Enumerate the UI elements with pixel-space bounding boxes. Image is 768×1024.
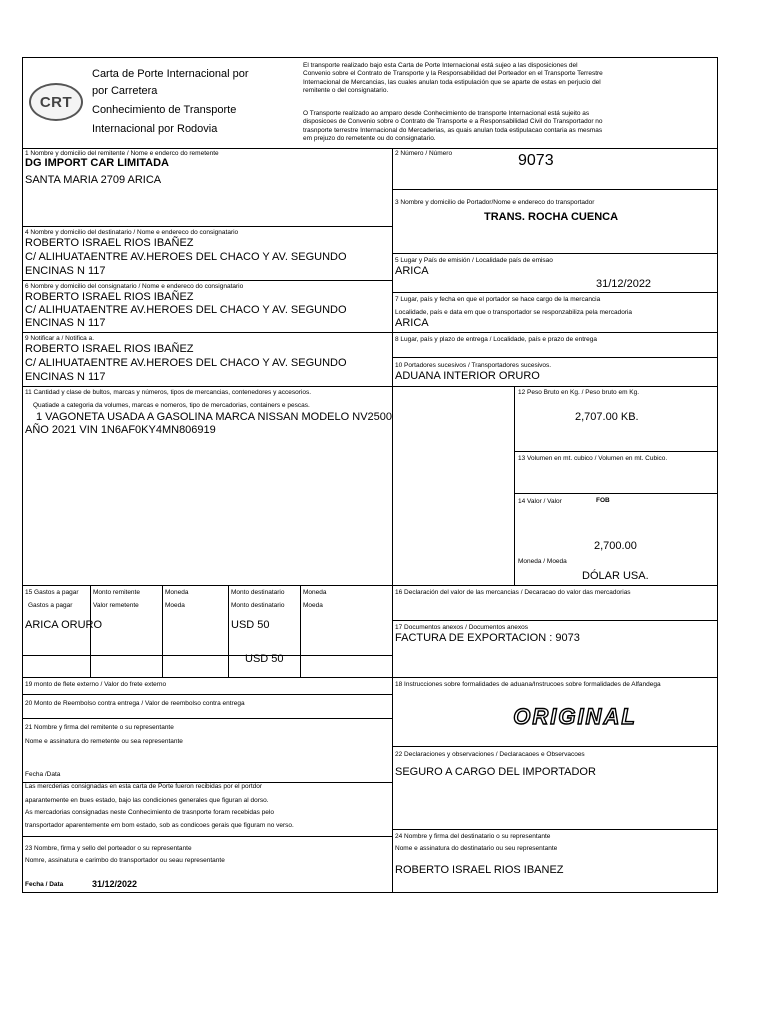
notify-address-2: ENCINAS N 117 bbox=[25, 371, 106, 383]
original-stamp-text: ORIGINAL bbox=[513, 704, 637, 729]
goods-description-2: AÑO 2021 VIN 1N6AF0KY4MN806919 bbox=[25, 424, 216, 436]
receipt-clause-2: aparantemente en bues estado, bajo las condiciones generales que figuran al dorso. bbox=[25, 797, 269, 804]
currency-label: Moneda / Moeda bbox=[518, 558, 567, 565]
observations: SEGURO A CARGO DEL IMPORTADOR bbox=[395, 766, 596, 778]
f15-col-header-1: 15 Gastos a pagar bbox=[25, 589, 79, 596]
f15-col-line-4 bbox=[300, 585, 301, 677]
line-f15-row1 bbox=[22, 655, 392, 656]
f15-col-header-4: Monto destinatario bbox=[231, 589, 285, 596]
f16-label: 16 Declaración del valor de las mercancias / Decaracao do valor das mercadorias bbox=[395, 589, 631, 596]
f11-label: 11 Cantidad y clase de bultos, marcas y números, tipos de mercancias, contenedores y accesorios. bbox=[25, 389, 312, 396]
legal-notice-pt: O Transporte realizado ao amparo desde Conhecimiento de transporte Internacional está sujeito as disposicoes de Convenio sobre o Contrato de Transporte e a Responsabilidad Civil do Transportador no trasnporte terrestre Internacional do Mercaderias, as quais anulan toda estipulacao contaria as mesmas em prejuzo do remetente ou do consignatario. bbox=[303, 110, 603, 143]
f11-label-pt: Quatiade a categoria da volumes, marcas e nomeros, tipo de mercadorias, containers e pescas. bbox=[33, 402, 310, 409]
receipt-clause-4: transportador aparentemente em bom estado, sob as condicoes gerais que figuram no verso. bbox=[25, 822, 294, 829]
f7-label-pt: Localidade, país e data em que o transportador se responzabiliza pela mercadoria bbox=[395, 309, 633, 316]
pickup-place: ARICA bbox=[395, 317, 429, 329]
goods-description-1: 1 VAGONETA USADA A GASOLINA MARCA NISSAN MODELO NV2500 bbox=[36, 411, 392, 423]
line-receipt-bottom bbox=[22, 836, 392, 837]
line-f12-bottom bbox=[514, 451, 718, 452]
original-stamp bbox=[490, 703, 660, 729]
carrier-sign-date: 31/12/2022 bbox=[92, 879, 138, 889]
f15-col-sub-1: Gastos a pagar bbox=[28, 602, 73, 609]
line-f13-bottom bbox=[514, 493, 718, 494]
f24-label-pt: Nome e assinatura do destinatario ou seu representante bbox=[395, 845, 558, 852]
f23-date-label: Fecha / Data bbox=[25, 881, 64, 888]
freight-total: USD 50 bbox=[245, 653, 284, 665]
notify-name: ROBERTO ISRAEL RIOS IBAÑEZ bbox=[25, 343, 194, 355]
f12-label: 12 Peso Bruto en Kg. / Peso bruto em Kg. bbox=[518, 389, 640, 396]
f14-label: 14 Valor / Valor bbox=[518, 498, 562, 505]
line-f7-bottom bbox=[392, 332, 718, 333]
f15-col-sub-3: Moeda bbox=[165, 602, 185, 609]
issue-date: 31/12/2022 bbox=[596, 278, 652, 290]
receipt-clause-1: Las mercderias consignadas en esta carta de Porte fueron recibidas por el portdor bbox=[25, 783, 263, 790]
line-f11-right bbox=[514, 386, 515, 585]
consignee-address-2: ENCINAS N 117 bbox=[25, 265, 106, 277]
f4-label: 4 Nombre y domicilio del destinatario / Nome e endereco do consignatario bbox=[25, 229, 239, 236]
f15-col-header-2: Monto remitente bbox=[93, 589, 140, 596]
f10-label: 10 Portadores sucesivos / Transportadores sucesivos. bbox=[395, 362, 552, 369]
header-bottom-line bbox=[22, 148, 718, 149]
line-f22-bottom bbox=[392, 829, 718, 830]
line-f5-bottom bbox=[392, 292, 718, 293]
f5-label: 5 Lugar y País de emisión / Localidade país de emisao bbox=[395, 257, 553, 264]
f15-col-header-5: Moneda bbox=[303, 589, 327, 596]
f6-label: 6 Nombre y domicilio del consignatario / Nome e endereco do consignatario bbox=[25, 283, 244, 290]
line-f2-bottom bbox=[392, 189, 718, 190]
freight-route: ARICA ORURO bbox=[25, 619, 103, 631]
f23-label: 23 Nombre, firma y sello del porteador o su representante bbox=[25, 845, 192, 852]
line-f18-bottom bbox=[392, 746, 718, 747]
f3-label: 3 Nombre y domicilio de Portador/Nome e endereco do transportador bbox=[395, 199, 595, 206]
f2-label: 2 Número / Número bbox=[395, 150, 453, 157]
f19-label: 19 monto de flete externo / Valor do frete externo bbox=[25, 681, 167, 688]
f22-label: 22 Declaraciones y observaciones / Declaracaoes e Observacoes bbox=[395, 751, 585, 758]
form-title-line-3: Conhecimiento de Transporte bbox=[92, 104, 237, 116]
form-title-line-4: Internacional por Rodovia bbox=[92, 123, 218, 135]
f6-name: ROBERTO ISRAEL RIOS IBAÑEZ bbox=[25, 291, 194, 303]
f6-address-1: C/ ALIHUATAENTRE AV.HEROES DEL CHACO Y AV. SEGUNDO bbox=[25, 304, 347, 316]
declared-value: 2,700.00 bbox=[594, 540, 637, 552]
line-f3-bottom bbox=[392, 253, 718, 254]
f15-col-sub-5: Moeda bbox=[303, 602, 323, 609]
line-f20-bottom bbox=[22, 718, 392, 719]
gross-weight: 2,707.00 KB. bbox=[575, 411, 639, 423]
f15-col-line-3 bbox=[228, 585, 229, 677]
f6-address-2: ENCINAS N 117 bbox=[25, 317, 106, 329]
sender-name: DG IMPORT CAR LIMITADA bbox=[25, 157, 170, 169]
successive-carriers: ADUANA INTERIOR ORURO bbox=[395, 370, 540, 382]
f23-label-pt: Nomre, assinatura e carimbo do transportador ou seau representante bbox=[25, 857, 225, 864]
freight-amount: USD 50 bbox=[231, 619, 270, 631]
form-title-line-2: por Carretera bbox=[92, 85, 158, 97]
f17-label: 17 Documentos anexos / Documentos anexos bbox=[395, 624, 528, 631]
consignee-name: ROBERTO ISRAEL RIOS IBAÑEZ bbox=[25, 237, 194, 249]
f15-col-sub-4: Monto destinatario bbox=[231, 602, 285, 609]
f13-label: 13 Volumen en mt. cubico / Volumen en mt. Cubico. bbox=[518, 455, 668, 462]
f21-date-label: Fecha /Data bbox=[25, 771, 61, 778]
line-f4-bottom bbox=[22, 280, 392, 281]
line-f15-bottom bbox=[22, 677, 718, 678]
form-title-line-1: Carta de Porte Internacional por bbox=[92, 68, 249, 80]
consignee-signature-name: ROBERTO ISRAEL RIOS IBANEZ bbox=[395, 864, 564, 876]
sender-address: SANTA MARIA 2709 ARICA bbox=[25, 174, 162, 186]
incoterm: FOB bbox=[596, 497, 610, 504]
f15-col-sub-2: Valor remetente bbox=[93, 602, 139, 609]
f8-label: 8 Lugar, país y plazo de entrega / Localidade, país e prazo de entrega bbox=[395, 336, 598, 343]
line-f16-bottom bbox=[392, 620, 718, 621]
carrier-name: TRANS. ROCHA CUENCA bbox=[484, 211, 619, 223]
f15-col-line-2 bbox=[162, 585, 163, 677]
line-f1-bottom bbox=[22, 226, 392, 227]
center-divider bbox=[392, 148, 393, 893]
line-f11-bottom bbox=[22, 585, 718, 586]
receipt-clause-3: As mercadorias consignadas neste Conhecimiento de trasnporte foram recebidas pelo bbox=[25, 809, 274, 816]
f21-label: 21 Nombre y firma del remitente o su representante bbox=[25, 724, 174, 731]
f20-label: 20 Monto de Reembolso contra entrega / Valor de reembolso contra entrega bbox=[25, 700, 245, 707]
crt-logo: CRT bbox=[29, 83, 83, 121]
f21-label-pt: Nome e assinatura do remetente ou sea representante bbox=[25, 738, 183, 745]
line-f9-bottom bbox=[22, 386, 718, 387]
legal-notice-es: El transporte realizado bajo esta Carta de Porte Internacional está sujeo a las disposiciones del Convenio sobre el Contrato de Transporte y la Responsabilidad del Porteador en el Transporte Terrestre Internacional de Mercancias, las cuales anulan toda estipulación que se aparte de estas en perjucio del remitente o del consignatario. bbox=[303, 62, 603, 95]
consignee-address-1: C/ ALIHUATAENTRE AV.HEROES DEL CHACO Y AV. SEGUNDO bbox=[25, 251, 347, 263]
line-f19-bottom bbox=[22, 694, 392, 695]
f24-label: 24 Nombre y firma del destinatario o su representante bbox=[395, 833, 551, 840]
notify-address-1: C/ ALIHUATAENTRE AV.HEROES DEL CHACO Y AV. SEGUNDO bbox=[25, 357, 347, 369]
attached-documents: FACTURA DE EXPORTACION : 9073 bbox=[395, 632, 580, 644]
line-f6-bottom bbox=[22, 332, 392, 333]
line-f8-bottom bbox=[392, 357, 718, 358]
f18-label: 18 Instrucciones sobre formalidades de aduana/Instrucoes sobre formalidades de Alfandega bbox=[395, 681, 661, 688]
currency: DÓLAR USA. bbox=[582, 570, 649, 582]
document-number: 9073 bbox=[518, 152, 554, 169]
f15-col-header-3: Moneda bbox=[165, 589, 189, 596]
issue-place: ARICA bbox=[395, 265, 429, 277]
f1-label: 1 Nombre y domicilio del remitente / Nome e enderco do remetente bbox=[25, 150, 219, 157]
f9-label: 9 Notificar a / Notifica a. bbox=[25, 335, 94, 342]
f7-label: 7 Lugar, país y fecha en que el portador se hace cargo de la mercancia bbox=[395, 296, 601, 303]
